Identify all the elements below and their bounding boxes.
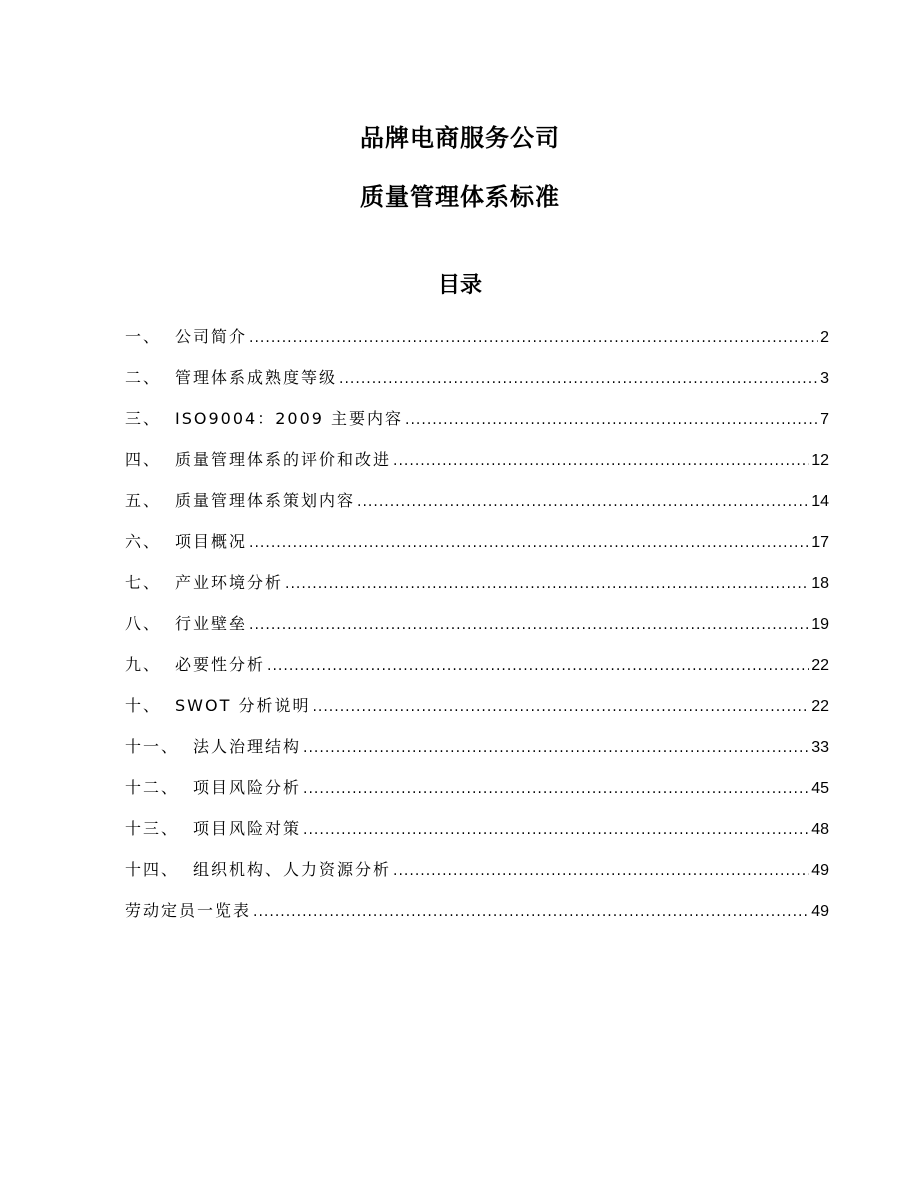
- toc-entry-page: 22: [811, 657, 829, 674]
- toc-entry-number: 七、: [125, 573, 162, 592]
- toc-dot-leader: [312, 694, 809, 720]
- toc-entry-title: 质量管理体系策划内容: [175, 491, 356, 510]
- toc-dot-leader: [267, 653, 809, 679]
- toc-dot-leader: [405, 407, 818, 433]
- toc-entry-page: 7: [820, 411, 829, 428]
- toc-dot-leader: [393, 448, 809, 474]
- toc-entry[interactable]: [125, 816, 829, 857]
- toc-entry-number: 十、: [125, 696, 162, 715]
- toc-entry-title: 管理体系成熟度等级: [175, 368, 338, 387]
- toc-entry-page: 2: [820, 329, 829, 346]
- toc-entry-title: 行业壁垒: [175, 614, 248, 633]
- toc-entry-title: 产业环境分析: [175, 573, 284, 592]
- toc-dot-leader: [303, 735, 809, 761]
- toc-entry-title: 必要性分析: [175, 655, 266, 674]
- toc-entry-number: 三、: [125, 409, 162, 428]
- toc-dot-leader: [249, 530, 809, 556]
- toc-entry-number: 十二、: [125, 778, 180, 797]
- toc-dot-leader: [253, 899, 809, 925]
- toc-entry-number: 四、: [125, 450, 162, 469]
- document-title: 质量管理体系标准: [360, 183, 560, 211]
- toc-entry[interactable]: [125, 611, 829, 652]
- toc-entry-page: 33: [811, 739, 829, 756]
- toc-entry[interactable]: [125, 447, 829, 488]
- toc-dot-leader: [303, 776, 809, 802]
- toc-entry-page: 49: [811, 903, 829, 920]
- toc-entry-page: 18: [811, 575, 829, 592]
- toc-entry[interactable]: [125, 734, 829, 775]
- toc-entry-title: 项目风险分析: [193, 778, 302, 797]
- toc-entry-number: 二、: [125, 368, 162, 387]
- toc-entry[interactable]: [125, 775, 829, 816]
- toc-entry[interactable]: [125, 488, 829, 529]
- toc-entry-page: 17: [811, 534, 829, 551]
- toc-entry-number: 十四、: [125, 860, 180, 879]
- toc-entry-number: 一、: [125, 327, 162, 346]
- toc-dot-leader: [339, 366, 818, 392]
- table-of-contents: [125, 324, 829, 939]
- toc-entry-number: 八、: [125, 614, 162, 633]
- toc-entry[interactable]: [125, 570, 829, 611]
- toc-entry-page: 3: [820, 370, 829, 387]
- toc-entry[interactable]: [125, 857, 829, 898]
- toc-entry-number: 十一、: [125, 737, 180, 756]
- toc-entry-number: 六、: [125, 532, 162, 551]
- company-title: 品牌电商服务公司: [360, 124, 560, 152]
- toc-dot-leader: [285, 571, 809, 597]
- toc-entry-page: 48: [811, 821, 829, 838]
- toc-entry-page: 12: [811, 452, 829, 469]
- toc-entry-page: 49: [811, 862, 829, 879]
- toc-entry-number: 十三、: [125, 819, 180, 838]
- toc-entry-title: 组织机构、人力资源分析: [193, 860, 392, 879]
- toc-entry-title: SWOT 分析说明: [175, 696, 311, 715]
- toc-entry-title: 质量管理体系的评价和改进: [175, 450, 392, 469]
- toc-dot-leader: [357, 489, 809, 515]
- toc-entry-page: 19: [811, 616, 829, 633]
- toc-entry-page: 45: [811, 780, 829, 797]
- toc-dot-leader: [303, 817, 809, 843]
- toc-entry[interactable]: [125, 406, 829, 447]
- toc-entry-title: 劳动定员一览表: [125, 901, 252, 920]
- toc-entry[interactable]: [125, 324, 829, 365]
- toc-entry[interactable]: [125, 529, 829, 570]
- toc-entry[interactable]: [125, 652, 829, 693]
- toc-entry-page: 14: [811, 493, 829, 510]
- toc-entry[interactable]: [125, 365, 829, 406]
- toc-entry-number: 九、: [125, 655, 162, 674]
- toc-dot-leader: [249, 325, 818, 351]
- toc-entry-number: 五、: [125, 491, 162, 510]
- toc-entry-title: 公司简介: [175, 327, 248, 346]
- toc-entry-title: ISO9004：2009 主要内容: [175, 409, 404, 428]
- toc-entry[interactable]: [125, 898, 829, 939]
- toc-dot-leader: [393, 858, 809, 884]
- toc-heading: 目录: [437, 273, 482, 298]
- toc-entry-title: 项目概况: [175, 532, 248, 551]
- toc-entry-title: 法人治理结构: [193, 737, 302, 756]
- toc-entry-page: 22: [811, 698, 829, 715]
- toc-entry[interactable]: [125, 693, 829, 734]
- toc-entry-title: 项目风险对策: [193, 819, 302, 838]
- toc-dot-leader: [249, 612, 809, 638]
